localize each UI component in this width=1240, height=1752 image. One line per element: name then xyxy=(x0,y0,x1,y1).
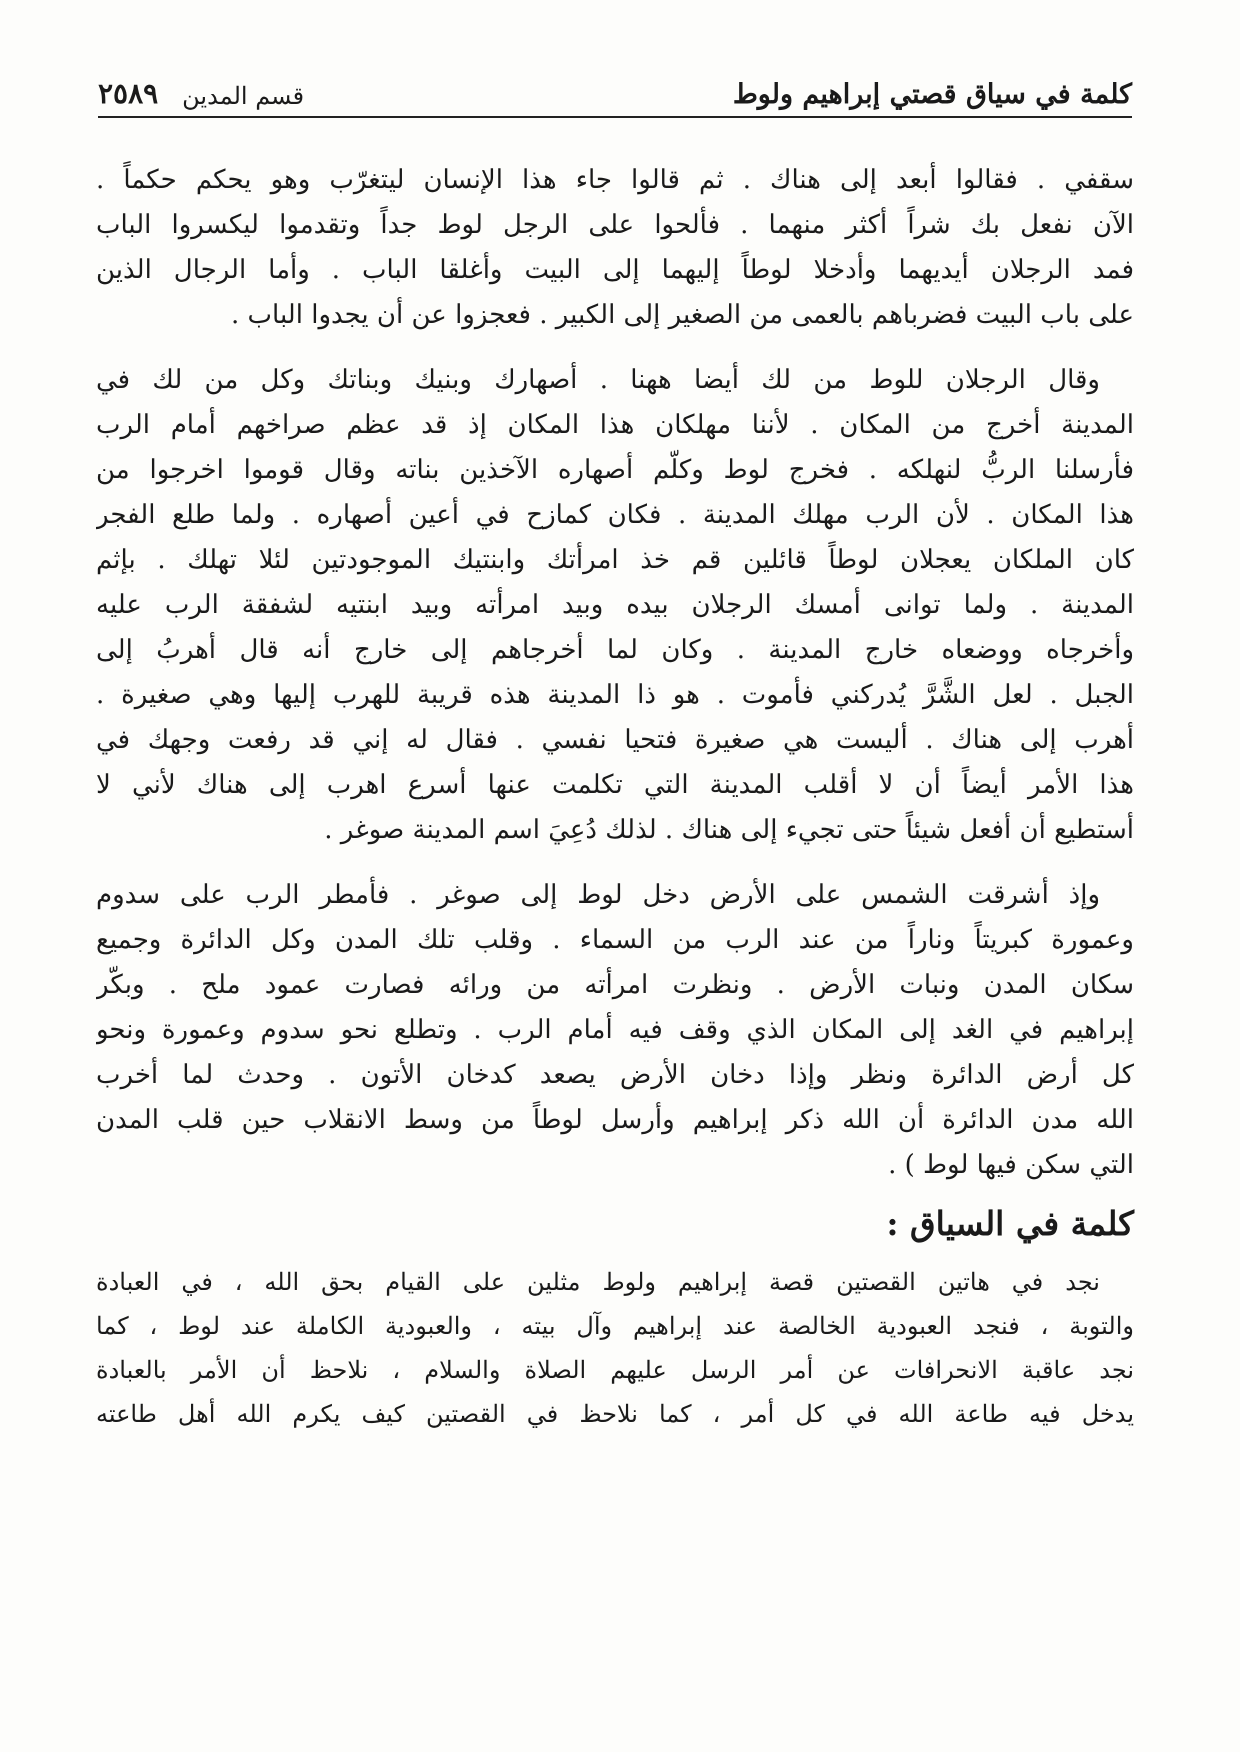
text-line: وقال الرجلان للوط من لك أيضا ههنا . أصهارك وبنيك وبناتك وكل من لك في xyxy=(96,365,1100,395)
header-meta xyxy=(98,77,304,110)
header-title: كلمة في سياق قصتي إبراهيم ولوط xyxy=(732,79,1132,110)
paragraph-gap xyxy=(96,853,1134,873)
text-line: سكان المدن ونبات الأرض . ونظرت امرأته من ورائه فصارت عمود ملح . وبكّر xyxy=(96,970,1134,1000)
text-line: هذا الأمر أيضاً أن لا أقلب المدينة التي تكلمت عنها أسرع اهرب إلى هناك لأني لا xyxy=(96,770,1134,800)
text-line: وعمورة كبريتاً وناراً من عند الرب من السماء . وقلب تلك المدن وكل الدائرة وجميع xyxy=(96,925,1134,955)
running-header xyxy=(98,70,1132,118)
page-body xyxy=(96,158,1134,1436)
paragraph-2 xyxy=(96,358,1134,853)
text-line: وإذ أشرقت الشمس على الأرض دخل لوط إلى صوغر . فأمطر الرب على سدوم xyxy=(96,880,1101,910)
text-line: هذا المكان . لأن الرب مهلك المدينة . فكان كمازح في أعين أصهاره . ولما طلع الفجر xyxy=(96,500,1134,530)
text-line: الله مدن الدائرة أن الله ذكر إبراهيم وأرسل لوطاً من وسط الانقلاب حين قلب المدن xyxy=(96,1105,1134,1135)
paragraph-gap xyxy=(96,338,1134,358)
header-section: قسم المدين xyxy=(182,82,305,110)
text-line: كان الملكان يعجلان لوطاً قائلين قم خذ امرأتك وابنتيك الموجودتين لئلا تهلك . بإثم xyxy=(96,545,1134,575)
text-line: المدينة . ولما توانى أمسك الرجلان بيده وبيد امرأته وبيد ابنتيه لشفقة الرب عليه xyxy=(96,590,1134,620)
text-line: التي سكن فيها لوط ) . xyxy=(888,1150,1134,1180)
paragraph-3 xyxy=(96,873,1134,1188)
text-line: فأرسلنا الربُّ لنهلكه . فخرج لوط وكلّم أصهاره الآخذين بناته وقال قوموا اخرجوا من xyxy=(96,455,1134,485)
section-heading: كلمة في السياق : xyxy=(886,1204,1134,1243)
text-line: نجد في هاتين القصتين قصة إبراهيم ولوط مثلين على القيام بحق الله ، في العبادة xyxy=(96,1268,1100,1296)
text-line: على باب البيت فضرباهم بالعمى من الصغير إلى الكبير . فعجزوا عن أن يجدوا الباب . xyxy=(231,300,1134,330)
text-line: والتوبة ، فنجد العبودية الخالصة عند إبراهيم وآل بيته ، والعبودية الكاملة عند لوط ، كما xyxy=(96,1312,1134,1340)
text-line: وأخرجاه ووضعاه خارج المدينة . وكان لما أخرجاهم إلى خارج أنه قال أهربُ إلى xyxy=(96,635,1134,665)
text-line: الآن نفعل بك شراً أكثر منهما . فألحوا على الرجل لوط جداً وتقدموا ليكسروا الباب xyxy=(96,210,1134,240)
text-line: سقفي . فقالوا أبعد إلى هناك . ثم قالوا جاء هذا الإنسان ليتغرّب وهو يحكم حكماً . xyxy=(96,165,1134,195)
page-number: ٢٥٨٩ xyxy=(98,77,159,110)
paragraph-1 xyxy=(96,158,1134,338)
text-line: كل أرض الدائرة ونظر وإذا دخان الأرض يصعد كدخان الأتون . وحدث لما أخرب xyxy=(96,1060,1134,1090)
text-line: إبراهيم في الغد إلى المكان الذي وقف فيه أمام الرب . وتطلع نحو سدوم وعمورة ونحو xyxy=(96,1015,1134,1045)
text-line: نجد عاقبة الانحرافات عن أمر الرسل عليهم الصلاة والسلام ، نلاحظ أن الأمر بالعبادة xyxy=(96,1356,1134,1384)
text-line: يدخل فيه طاعة الله في كل أمر ، كما نلاحظ في القصتين كيف يكرم الله أهل طاعته xyxy=(96,1400,1134,1428)
text-line: أستطيع أن أفعل شيئاً حتى تجيء إلى هناك . لذلك دُعِيَ اسم المدينة صوغر . xyxy=(324,815,1134,845)
text-line: المدينة أخرج من المكان . لأننا مهلكان هذا المكان إذ قد عظم صراخهم أمام الرب xyxy=(96,410,1134,440)
text-line: فمد الرجلان أيديهما وأدخلا لوطاً إليهما إلى البيت وأغلقا الباب . وأما الرجال الذين xyxy=(96,255,1134,285)
closing-paragraph xyxy=(96,1260,1134,1436)
text-line: الجبل . لعل الشَّرَّ يُدركني فأموت . هو ذا المدينة هذه قريبة للهرب إليها وهي صغيرة . xyxy=(96,680,1134,710)
text-line: أهرب إلى هناك . أليست هي صغيرة فتحيا نفسي . فقال له إني قد رفعت وجهك في xyxy=(96,725,1134,755)
